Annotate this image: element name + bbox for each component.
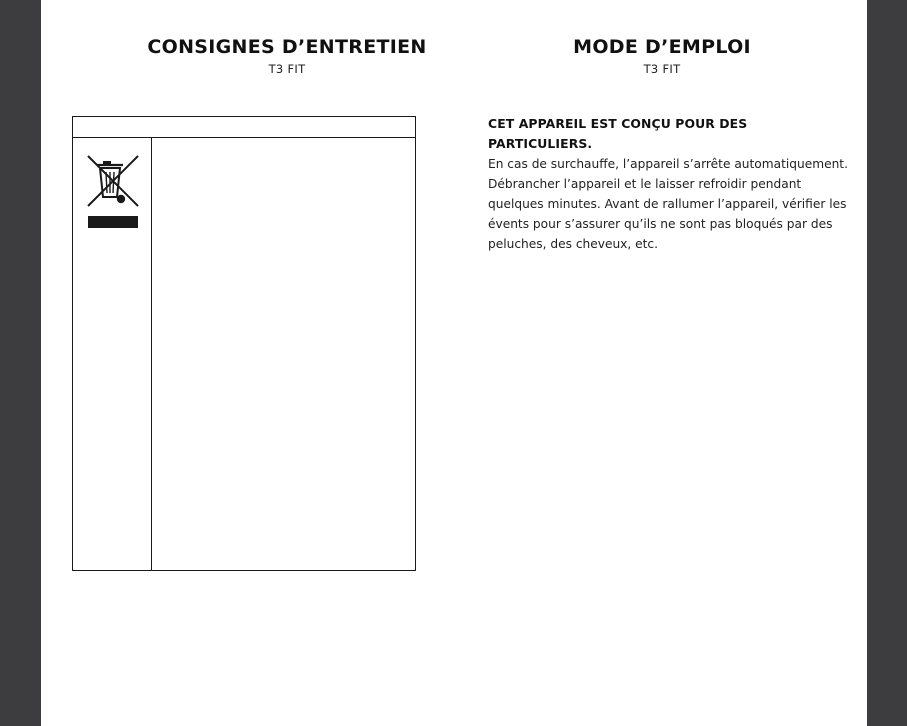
user-manual-text xyxy=(488,114,848,254)
crossed-out-wheeled-bin-icon xyxy=(86,153,140,233)
care-symbols-table xyxy=(72,116,416,571)
care-table-header xyxy=(73,117,415,138)
user-manual-title: MODE D’EMPLOI xyxy=(573,36,751,58)
user-manual-line: peluches, des cheveux, etc. xyxy=(488,237,658,251)
user-manual-line: Débrancher l’appareil et le laisser refroidir pendant xyxy=(488,177,802,191)
care-instructions-subtitle: T3 FIT xyxy=(268,62,306,76)
user-manual-line: quelques minutes. Avant de rallumer l’appareil, vérifier les xyxy=(488,197,847,211)
care-table-column-divider xyxy=(151,138,152,570)
user-manual-subtitle: T3 FIT xyxy=(643,62,681,76)
document-page xyxy=(41,0,867,726)
care-instructions-title: CONSIGNES D’ENTRETIEN xyxy=(147,36,427,58)
user-manual-line: En cas de surchauffe, l’appareil s’arrête automatiquement. xyxy=(488,157,848,171)
user-manual-heading: CET APPAREIL EST CONÇU POUR DES PARTICULIERS. xyxy=(488,116,748,151)
user-manual-line: évents pour s’assurer qu’ils ne sont pas bloqués par des xyxy=(488,217,833,231)
